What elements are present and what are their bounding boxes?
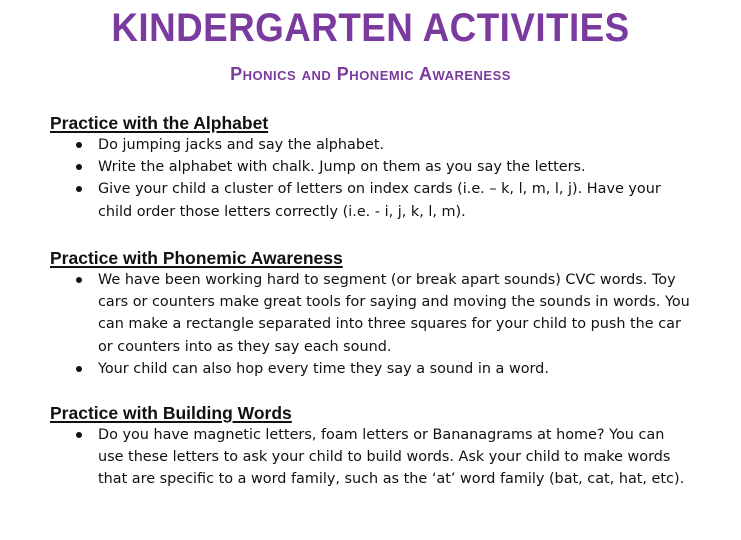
bullet-dot-icon: [76, 142, 82, 148]
section-heading-alphabet: Practice with the Alphabet: [50, 113, 269, 133]
list-item: [50, 269, 690, 358]
section-heading-phonemic-awareness: Practice with Phonemic Awareness: [50, 248, 343, 268]
page-subtitle: Phonics and Phonemic Awareness: [230, 64, 511, 84]
list-item-text: Your child can also hop every time they say a sound in a word.: [98, 360, 549, 377]
bullet-list-phonemic-awareness: [50, 269, 690, 380]
bullet-dot-icon: [76, 186, 82, 192]
bullet-dot-icon: [76, 432, 82, 438]
bullet-dot-icon: [76, 164, 82, 170]
bullet-list-building-words: [50, 424, 690, 491]
list-item-text: We have been working hard to segment (or break apart sounds) CVC words. Toy cars or counters make great tools for saying and moving the sounds in words. You can make a rectangle separated into three squares for your child to push the car or counters into as they say each sound.: [98, 272, 690, 355]
list-item-text: Do jumping jacks and say the alphabet.: [98, 137, 385, 153]
list-item: [50, 424, 690, 491]
list-item: [50, 178, 690, 222]
list-item: [50, 156, 690, 178]
page-title: KINDERGARTEN ACTIVITIES: [111, 6, 630, 50]
list-item-text: Do you have magnetic letters, foam letters or Bananagrams at home? You can use these letters to ask your child to build words. Ask your child to make words that are specific to a word family, such as the ‘at’ word family (bat, cat, hat, etc).: [98, 427, 685, 488]
list-item-text: Write the alphabet with chalk. Jump on them as you say the letters.: [98, 159, 586, 176]
section-building-words: [50, 403, 690, 491]
bullet-dot-icon: [76, 366, 82, 372]
bullet-dot-icon: [76, 277, 82, 283]
list-item: [50, 358, 690, 380]
section-alphabet: [50, 113, 690, 223]
section-phonemic-awareness: [50, 248, 690, 380]
bullet-list-alphabet: [50, 134, 690, 223]
list-item-text: Give your child a cluster of letters on index cards (i.e. – k, l, m, l, j). Have your child order those letters correctly (i.e. - i, j, k, l, m).: [98, 181, 661, 220]
section-heading-building-words: Practice with Building Words: [50, 403, 292, 423]
list-item: [50, 134, 690, 156]
